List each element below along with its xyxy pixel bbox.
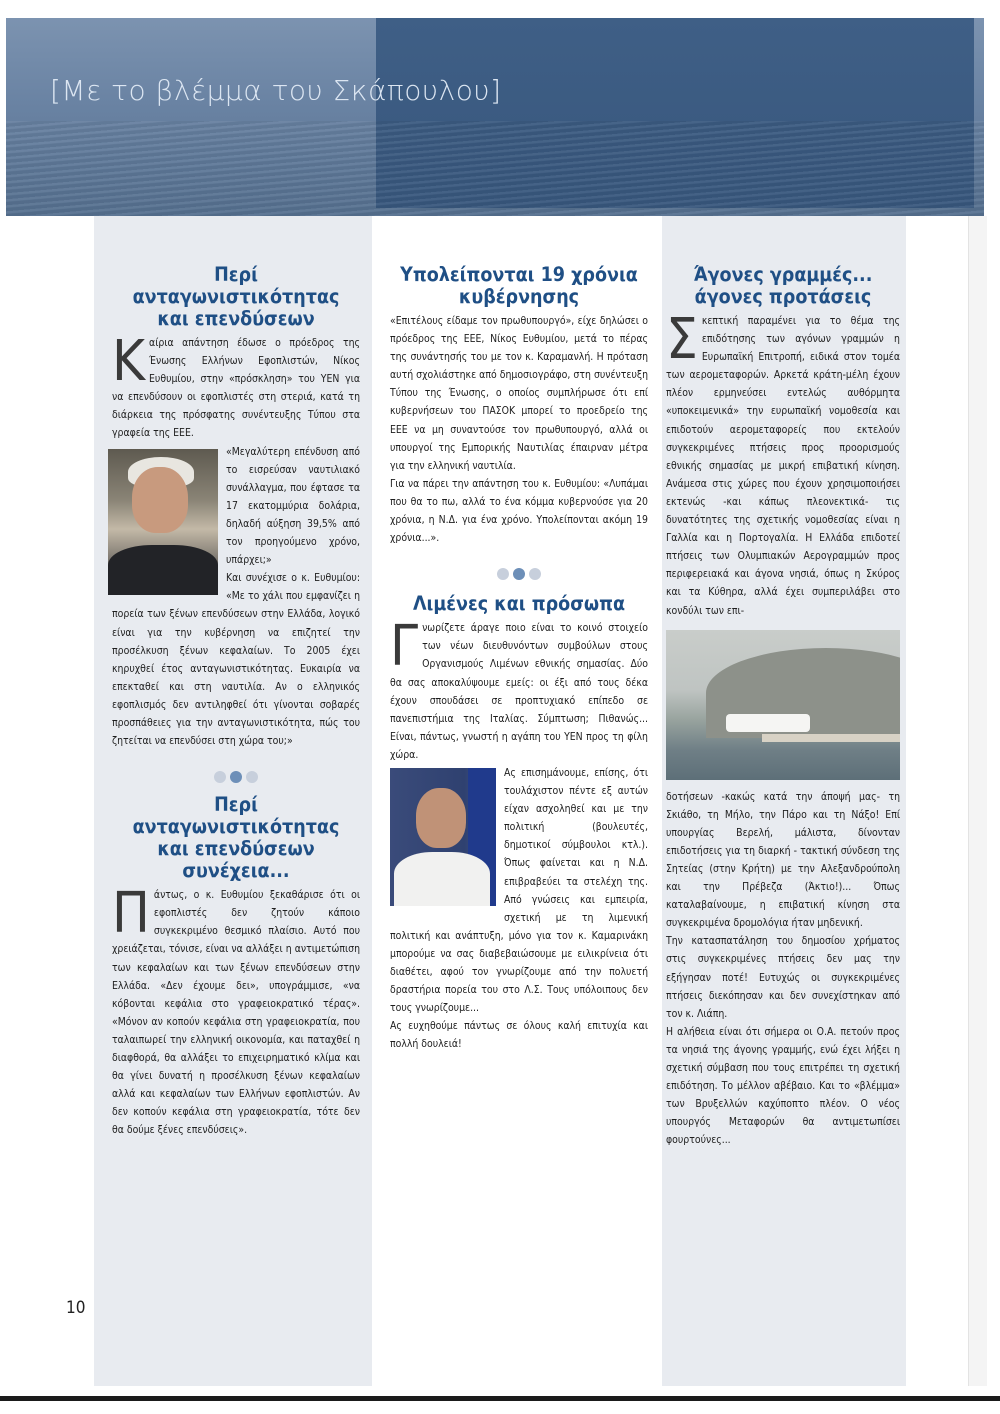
column-1 <box>94 216 372 1386</box>
article-5-paragraph-2: δοτήσεων -κακώς κατά την άποψή μας- τη Σκιάθο, τη Μήλο, την Πάρο και τη Νάξο! Επί υπουργίας Βερελή, μάλιστα, δίνονταν επιδοτήσεις για τη διαρκή - τακτική σύνδεση της Σητείας (στην Κρήτη) με την Αλεξανδρούπολη και την Πρέβεζα (Άκτιο!)... Όπως καταλαβαίνουμε, η επιβατική κίνηση στα συγκεκριμένα δρομολόγια ήταν μηδενική. <box>666 790 900 930</box>
page-number: 10 <box>66 1298 86 1318</box>
article-4-body <box>390 614 648 1053</box>
bottom-rule <box>0 1396 1000 1401</box>
article-1-paragraph-1: αίρια απάντηση έδωσε ο πρόεδρος της Ένωσης Ελλήνων Εφοπλιστών, Νίκος Ευθυμίου, στην «πρόσκληση» του ΥΕΝ για να επενδύσουν οι εφοπλιστές στη στεριά, κατά τη διάρκεια της πρόσφατης συνέντευξης Τύπου στα γραφεία της ΕΕΕ. <box>112 337 360 440</box>
column-title: [Με το βλέμμα του Σκάπουλου] <box>50 74 502 107</box>
column-2 <box>376 216 658 1386</box>
article-5-body <box>666 307 900 620</box>
column-3 <box>662 216 906 1386</box>
article-3-paragraph-2: Για να πάρει την απάντηση του κ. Ευθυμίου: «Λυπάμαι που θα το πω, αλλά το ένα κόμμα κυβερνούσε για 20 χρόνια, η Ν.Δ. για ένα χρόνο. Υπολείπονται ακόμη 19 χρόνια...». <box>390 477 648 545</box>
article-1-title-line-1: Περί ανταγωνιστικότητας <box>132 263 340 308</box>
portrait-photo-evthymiou <box>108 449 218 595</box>
article-2-title: Περί ανταγωνιστικότητας και επενδύσεων συνέχεια... <box>132 793 340 883</box>
article-5-paragraph-4: Η αλήθεια είναι ότι σήμερα οι Ο.Α. πετούν προς τα νησιά της άγονης γραμμής, ενώ έχει λήξει η σχετική σύμβαση που τους επιτρέπει τη σχετική επιδότηση. Το μέλλον αβέβαιο. Και το «βλέμμα» των Βρυξελλών καχύποπτο πλέον. Ο νέος υπουργός Μεταφορών θα αντιμετωπίσει φουρτούνες... <box>666 1025 900 1147</box>
article-1-paragraph-3: Και συνέχισε ο κ. Ευθυμίου: «Με το χάλι που εμφανίζει η πορεία των ξένων επενδύσεων στην Ελλάδα, λογικό είναι για την κυβέρνηση να επιζητεί την προσέλκυση ξένων κεφαλαίων. Το 2005 έχει κηρυχθεί έτος ανταγωνιστικότητας. Ευκαιρία να επεκταθεί και στη ναυτιλία. Αν ο ελληνικός εφοπλισμός δεν αντιληφθεί ότι γίνονται σοβαρές προσπάθειες για την ανταγωνιστικότητα, πώς του ζητείται να επενδύσει στη χώρα του;» <box>112 572 360 748</box>
article-4-title: Λιμένες και πρόσωπα <box>412 592 626 616</box>
article-4-paragraph-2: Ας επισημάνουμε, επίσης, ότι τουλάχιστον πέντε εξ αυτών είχαν ασχοληθεί και με την πολιτική (βουλευτές, δημοτικοί σύμβουλοι κτλ.). Όπως φαίνεται και η Ν.Δ. επιβραβεύει τα στελέχη της. Από γνώσεις και εμπειρία, σχετική με τη λιμενική πολιτική και ανάπτυξη, μόνο για τον κ. Καμαρινάκη μπορούμε να σας διαβεβαιώσουμε με ειλικρίνεια ότι διαθέτει, αφού τον γνωρίζουμε από την πολυετή δραστήρια πορεία του στο Λ.Σ. Τους υπόλοιπους δεν τους γνωρίζουμε... <box>390 766 648 1015</box>
article-3-body <box>390 312 648 547</box>
article-1-title-line-2: και επενδύσεων <box>157 307 315 330</box>
sea-photo <box>6 121 984 216</box>
article-4-dropcap: Γ <box>390 614 419 680</box>
harbor-photo <box>666 630 900 780</box>
article-3-paragraph-1: «Επιτέλους είδαμε τον πρωθυπουργό», είχε δηλώσει ο πρόεδρος της ΕΕΕ, Νίκος Ευθυμίου, μετά το πέρας της συνάντησής του με τον κ. Καραμανλή. Η πρόταση αυτή σχολιάστηκε από δημοσιογράφο, στη συνέντευξη Τύπου της Ένωσης, ο οποίος συμπλήρωσε ότι επί κυβερνήσεων του ΠΑΣΟΚ μπορεί το προεδρείο της ΕΕΕ να μη συναντούσε τον πρωθυπουργό, αλλά οι υπουργοί της Εμπορικής Ναυτιλίας έπαιρναν μέτρα για την ελληνική ναυτιλία. <box>390 315 648 472</box>
article-1-paragraph-2: «Μεγαλύτερη επένδυση από το εισρεύσαν ναυτιλιακό συνάλλαγμα, που έφτασε τα 17 εκατομμύρια δολάρια, δηλαδή αύξηση 39,5% από τον προηγούμενο χρόνο, υπάρχει;» <box>226 445 360 567</box>
article-4-paragraph-1: νωρίζετε άραγε ποιο είναι το κοινό στοιχείο των νέων διευθυνόντων συμβούλων στους Οργανισμούς Λιμένων εθνικής σημασίας. Δύο θα σας αποκαλύψουμε εμείς: οι έξι από τους δέκα έχουν σπουδάσει σε προπτυχιακό επίπεδο σε πανεπιστήμια της Ιταλίας. Σύμπτωση; Πιθανώς... Είναι, πάντως, γνωστή η αγάπη του ΥΕΝ προς τη φίλη χώρα. <box>390 622 648 761</box>
article-3-title: Υπολείπονται 19 χρόνια κυβέρνησης <box>400 263 638 308</box>
separator-dots-icon <box>112 768 360 786</box>
portrait-photo-officer <box>390 768 496 906</box>
article-5-title: Άγονες γραμμές... άγονες προτάσεις <box>693 263 873 308</box>
article-2-dropcap: Π <box>112 881 150 947</box>
article-2-paragraph-1: άντως, ο κ. Ευθυμίου ξεκαθάρισε ότι οι εφοπλιστές δεν ζητούν κάποιο συγκεκριμένο θεσμικό πλαίσιο. Αυτό που χρειάζεται, τόνισε, είναι να αλλάξει η αντιμετώπιση των κεφαλαίων και των ξένων επενδύσεων στην Ελλάδα. «Δεν έχουμε δει», υπογράμμισε, «να κόβονται κεφάλια στο γραφειοκρατικό τέρας». «Μόνον αν κοπούν κεφάλια στη γραφειοκρατία, που ταλαιπωρεί την ελληνική οικονομία, και παταχθεί η διαφθορά, θα αλλάξει το επιχειρηματικό κλίμα και θα γίνει δυνατή η προσέλκυση ξένων κεφαλαίων αλλά και κεφαλαίων των Ελλήνων εφοπλιστών. Αν δεν κοπούν κεφάλια στη γραφειοκρατία, τότε δεν θα δούμε ξένες επενδύσεις». <box>112 889 360 1137</box>
article-5-paragraph-1: κεπτική παραμένει για το θέμα της επιδότησης των αγόνων γραμμών η Ευρωπαϊκή Επιτροπή, ειδικά στον τομέα των αερομεταφορών. Αρκετά κράτη-μέλη έχουν πλέον ερμηνεύσει εντελώς αυθόρμητα «υποκειμενικά» την ευρωπαϊκή νομοθεσία και επιδοτούν αερομεταφορείς που εκτελούν συγκεκριμένες πτήσεις προς προορισμούς εθνικής σημασίας με μικρή επιβατική κίνηση. Ανάμεσα στις χώρες που έχουν χρησιμοποιήσει εκτενώς -και κάπως πλεονεκτικά- τις δυνατότητες της σχετικής νομοθεσίας είναι η Γαλλία και η Πορτογαλία. Η Ελλάδα επιδοτεί πτήσεις των Ολυμπιακών Αερογραμμών προς περιφερειακά και άγονα νησιά, όπως η Σκύρος και τα Κύθηρα, αλλά έχει συμπεριλάβει στο κονδύλι των επι- <box>666 315 900 617</box>
header-banner <box>6 18 984 216</box>
article-5-paragraph-3: Την κατασπατάληση του δημοσίου χρήματος στις συγκεκριμένες πτήσεις δεν μας την εξήγησαν ποτέ! Ευτυχώς οι συγκεκριμένες πτήσεις διεκόπησαν και δεν συνεχίστηκαν από τον κ. Λιάπη. <box>666 935 900 1020</box>
article-1-body <box>112 329 360 750</box>
article-5-dropcap: Σ <box>666 307 698 372</box>
separator-dots-icon <box>390 565 648 583</box>
article-4-paragraph-3: Ας ευχηθούμε πάντως σε όλους καλή επιτυχία και πολλή δουλειά! <box>390 1020 648 1051</box>
article-2-body <box>112 881 360 1139</box>
page-edge <box>968 216 987 1386</box>
article-1-dropcap: Κ <box>112 329 146 394</box>
article-1-title <box>112 264 360 330</box>
